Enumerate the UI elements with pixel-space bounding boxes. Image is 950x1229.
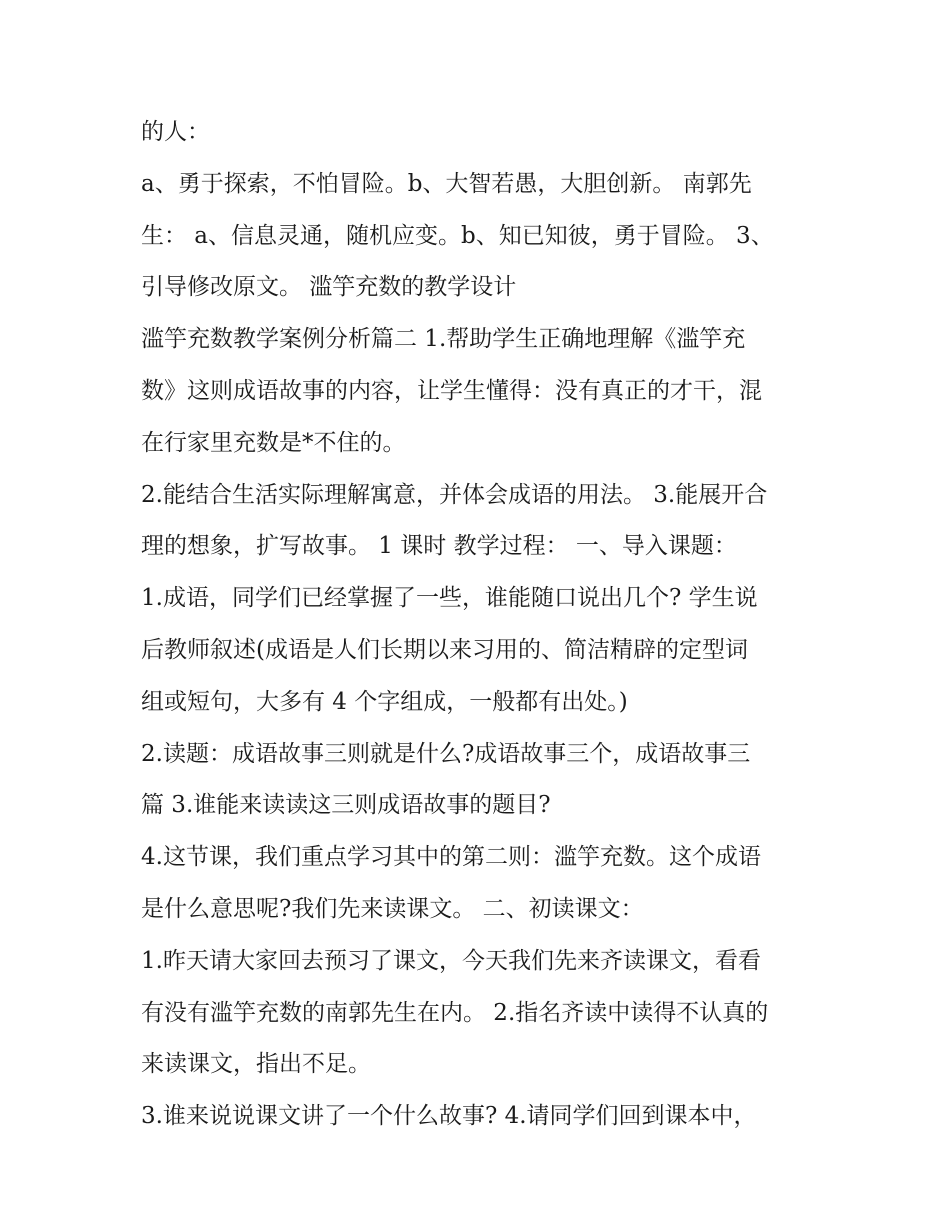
text-line: 篇 3.谁能来读读这三则成语故事的题目? — [141, 792, 551, 819]
text-line: 数》这则成语故事的内容，让学生懂得：没有真正的才干，混 — [141, 377, 762, 404]
text-line: 4.这节课，我们重点学习其中的第二则：滥竽充数。这个成语 — [141, 844, 761, 871]
document-body — [141, 107, 821, 1143]
text-line: 的人： — [141, 119, 210, 145]
text-line: 滥竽充数教学案例分析篇二 1.帮助学生正确地理解《滥竽充 — [141, 326, 746, 353]
text-line: 理的想象，扩写故事。 1 课时 教学过程： 一、导入课题： — [141, 533, 737, 560]
text-line: 1.成语，同学们已经掌握了一些，谁能随口说出几个? 学生说 — [141, 585, 758, 612]
text-line: 2.读题：成语故事三则就是什么?成语故事三个，成语故事三 — [141, 740, 751, 767]
text-line: 在行家里充数是*不住的。 — [141, 429, 406, 456]
text-line: 生： a、信息灵通，随机应变。b、知已知彼，勇于冒险。 3、 — [141, 222, 774, 249]
text-line: 有没有滥竽充数的南郭先生在内。 2.指名齐读中读得不认真的 — [141, 999, 769, 1026]
text-line: 来读课文，指出不足。 — [141, 1051, 371, 1078]
text-line: 后教师叙述(成语是人们长期以来习用的、简洁精辟的定型词 — [141, 636, 748, 663]
text-line: 2.能结合生活实际理解寓意，并体会成语的用法。 3.能展开合 — [141, 481, 768, 508]
text-line: a、勇于探索，不怕冒险。b、大智若愚，大胆创新。 南郭先 — [141, 170, 752, 197]
text-line: 3.谁来说说课文讲了一个什么故事? 4.请同学们回到课本中， — [141, 1103, 757, 1130]
text-line: 是什么意思呢?我们先来读课文。 二、初读课文： — [141, 895, 644, 922]
text-line: 1.昨天请大家回去预习了课文，今天我们先来齐读课文，看看 — [141, 947, 761, 974]
text-line: 组或短句，大多有 4 个字组成，一般都有出处。) — [141, 688, 628, 715]
text-line: 引导修改原文。 滥竽充数的教学设计 — [141, 274, 517, 301]
